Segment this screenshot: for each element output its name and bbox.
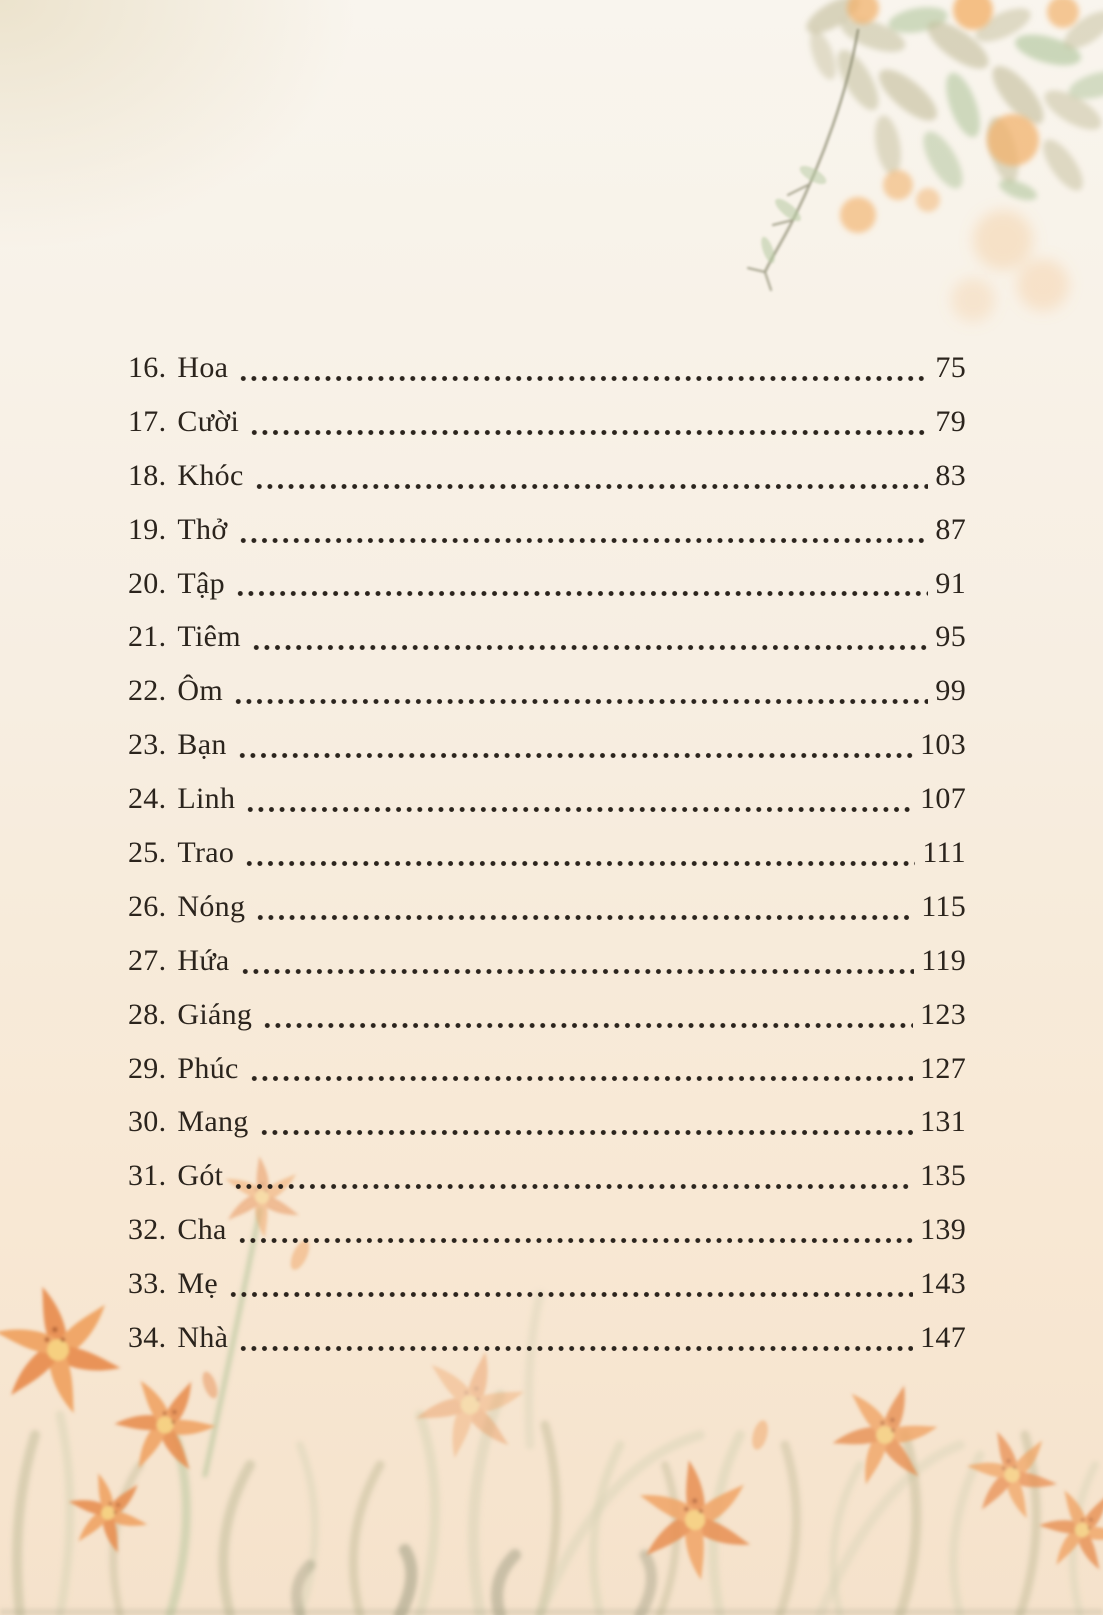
toc-entry-page: 87 xyxy=(935,512,966,546)
toc-entry-title: Gót xyxy=(177,1159,224,1193)
dot-leader xyxy=(244,860,915,867)
toc-entry-number: 32. xyxy=(128,1213,167,1247)
toc-entry-number: 21. xyxy=(128,620,167,654)
toc-row xyxy=(128,934,966,988)
toc-row xyxy=(128,1257,966,1311)
toc-entry-title: Tiêm xyxy=(177,620,241,654)
toc-entry-title: Linh xyxy=(177,782,236,816)
dot-leader xyxy=(238,1345,913,1352)
toc-entry-page: 83 xyxy=(935,458,966,492)
dot-leader xyxy=(228,1291,913,1298)
dot-leader xyxy=(254,483,929,490)
toc-row xyxy=(128,503,966,557)
toc-row xyxy=(128,664,966,718)
toc-entry-number: 23. xyxy=(128,728,167,762)
toc-entry-title: Mang xyxy=(177,1105,249,1139)
toc-row xyxy=(128,772,966,826)
dot-leader xyxy=(237,1237,913,1244)
dot-leader xyxy=(238,375,928,382)
dot-leader xyxy=(262,1022,913,1029)
toc-row xyxy=(128,988,966,1042)
toc-entry-number: 18. xyxy=(128,458,167,492)
toc-entry-number: 34. xyxy=(128,1321,167,1355)
toc-entry-page: 103 xyxy=(920,728,966,762)
toc-entry-number: 24. xyxy=(128,782,167,816)
toc-entry-title: Phúc xyxy=(177,1051,239,1085)
toc-entry-number: 17. xyxy=(128,404,167,438)
toc-row xyxy=(128,1095,966,1149)
dot-leader xyxy=(249,429,928,436)
toc-entry-number: 33. xyxy=(128,1267,167,1301)
toc-row xyxy=(128,1203,966,1257)
toc-entry-number: 29. xyxy=(128,1051,167,1085)
toc-row xyxy=(128,1311,966,1365)
toc-entry-title: Cha xyxy=(177,1213,227,1247)
dot-leader xyxy=(249,1075,913,1082)
dot-leader xyxy=(240,968,915,975)
toc-entry-page: 99 xyxy=(935,674,966,708)
toc-entry-title: Ôm xyxy=(177,674,224,708)
toc-entry-title: Khóc xyxy=(177,458,244,492)
table-of-contents xyxy=(128,341,966,1365)
toc-row xyxy=(128,341,966,395)
toc-entry-number: 28. xyxy=(128,997,167,1031)
toc-entry-title: Nhà xyxy=(177,1321,229,1355)
toc-entry-title: Bạn xyxy=(177,728,227,762)
toc-entry-page: 127 xyxy=(920,1051,966,1085)
toc-entry-page: 95 xyxy=(935,620,966,654)
toc-row xyxy=(128,826,966,880)
toc-entry-page: 147 xyxy=(920,1321,966,1355)
watercolor-orange-fruit-branch-illustration xyxy=(673,0,1103,340)
toc-row xyxy=(128,880,966,934)
toc-entry-number: 19. xyxy=(128,512,167,546)
dot-leader xyxy=(255,914,914,921)
toc-entry-page: 119 xyxy=(921,943,966,977)
toc-entry-number: 27. xyxy=(128,943,167,977)
dot-leader xyxy=(237,752,913,759)
dot-leader xyxy=(235,590,928,597)
toc-entry-page: 139 xyxy=(920,1213,966,1247)
toc-entry-title: Hứa xyxy=(177,943,230,977)
dot-leader xyxy=(233,698,928,705)
toc-entry-number: 16. xyxy=(128,351,167,384)
toc-entry-number: 30. xyxy=(128,1105,167,1139)
toc-entry-number: 20. xyxy=(128,566,167,600)
dot-leader xyxy=(245,806,913,813)
toc-entry-title: Hoa xyxy=(177,351,229,384)
toc-entry-page: 123 xyxy=(920,997,966,1031)
toc-entry-title: Giáng xyxy=(177,997,253,1031)
toc-entry-page: 75 xyxy=(935,351,966,384)
toc-entry-page: 135 xyxy=(920,1159,966,1193)
toc-entry-page: 115 xyxy=(921,889,966,923)
toc-row xyxy=(128,1042,966,1096)
toc-entry-page: 107 xyxy=(920,782,966,816)
toc-row xyxy=(128,1149,966,1203)
toc-entry-title: Trao xyxy=(177,836,235,870)
toc-entry-number: 26. xyxy=(128,889,167,923)
toc-entry-number: 22. xyxy=(128,674,167,708)
toc-entry-number: 31. xyxy=(128,1159,167,1193)
toc-row xyxy=(128,557,966,611)
toc-row xyxy=(128,718,966,772)
toc-entry-title: Mẹ xyxy=(177,1267,218,1301)
dot-leader xyxy=(251,644,929,651)
dot-leader xyxy=(259,1129,913,1136)
toc-entry-title: Nóng xyxy=(177,889,246,923)
toc-row xyxy=(128,449,966,503)
toc-row xyxy=(128,395,966,449)
toc-entry-title: Tập xyxy=(177,566,225,600)
toc-row xyxy=(128,610,966,664)
toc-entry-title: Cười xyxy=(177,404,240,438)
toc-entry-title: Thở xyxy=(177,512,228,546)
toc-entry-page: 131 xyxy=(920,1105,966,1139)
toc-entry-page: 79 xyxy=(935,404,966,438)
dot-leader xyxy=(238,537,929,544)
dot-leader xyxy=(233,1183,913,1190)
toc-entry-page: 91 xyxy=(935,566,966,600)
toc-entry-number: 25. xyxy=(128,836,167,870)
toc-entry-page: 111 xyxy=(922,836,966,870)
toc-entry-page: 143 xyxy=(920,1267,966,1301)
